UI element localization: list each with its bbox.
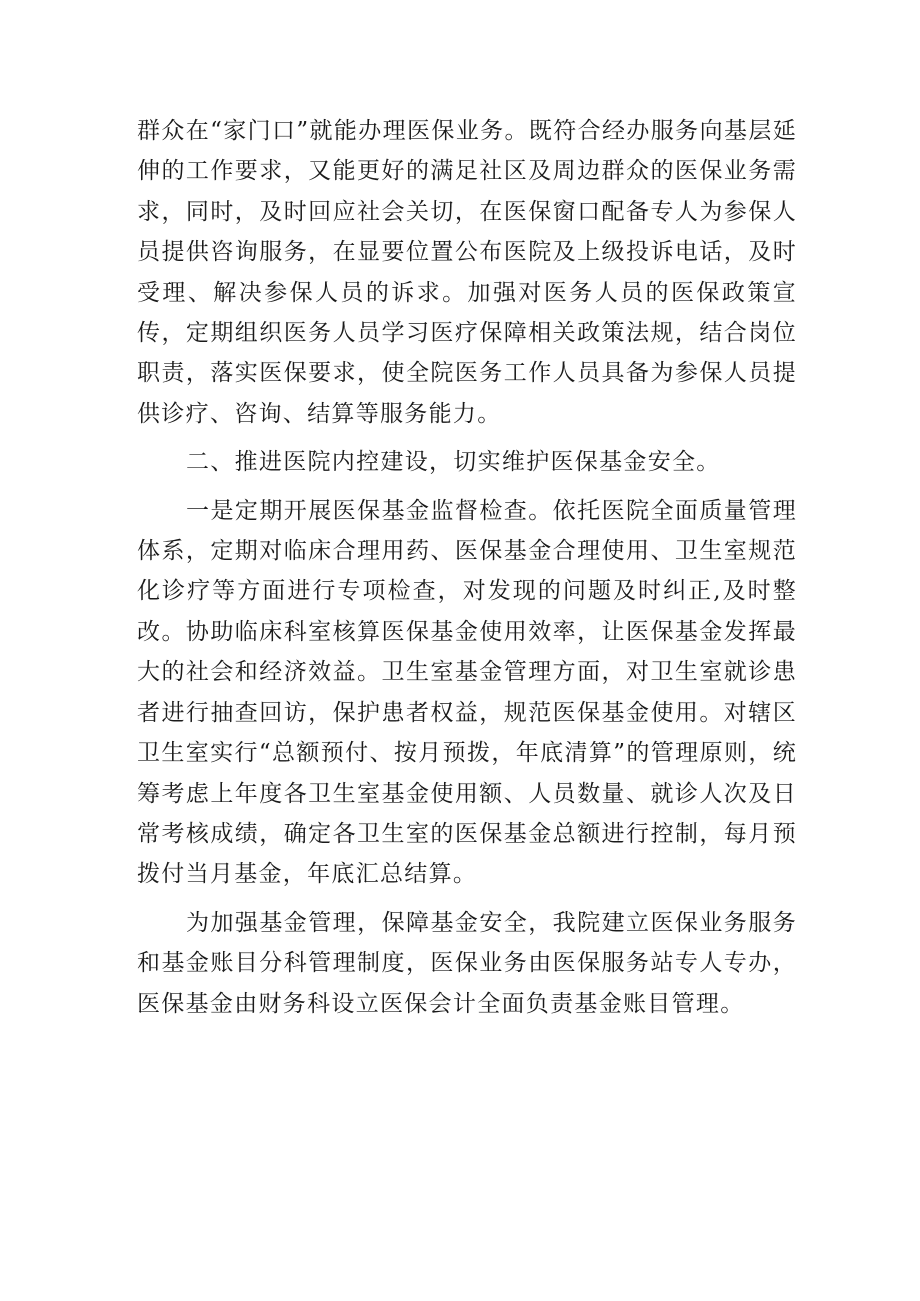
paragraph-fund-management: 为加强基金管理，保障基金安全，我院建立医保业务服务和基金账目分科管理制度，医保业务由医保服务站专人专办，医保基金由财务科设立医保会计全面负责基金账目管理。: [137, 909, 797, 1017]
paragraph-fund-inspection: 一是定期开展医保基金监督检查。依托医院全面质量管理体系，定期对临床合理用药、医保基金合理使用、卫生室规范化诊疗等方面进行专项检查，对发现的问题及时纠正,及时整改。协助临床科室核算医保基金使用效率，让医保基金发挥最大的社会和经济效益。卫生室基金管理方面，对卫生室就诊患者进行抽查回访，保护患者权益，规范医保基金使用。对辖区卫生室实行“总额预付、按月预拨，年底清算”的管理原则，统筹考虑上年度各卫生室基金使用额、人员数量、就诊人次及日常考核成绩，确定各卫生室的医保基金总额进行控制，每月预拨付当月基金，年底汇总结算。: [137, 497, 797, 888]
section-heading: 二、推进医院内控建设，切实维护医保基金安全。: [186, 449, 721, 476]
paragraph-continuation: 群众在“家门口”就能办理医保业务。既符合经办服务向基层延伸的工作要求，又能更好的满足社区及周边群众的医保业务需求，同时，及时回应社会关切，在医保窗口配备专人为参保人员提供咨询服务，在显要位置公布医院及上级投诉电话，及时受理、解决参保人员的诉求。加强对医务人员的医保政策宣传，定期组织医务人员学习医疗保障相关政策法规，结合岗位职责，落实医保要求，使全院医务工作人员具备为参保人员提供诊疗、咨询、结算等服务能力。: [137, 118, 797, 427]
document-body: [137, 111, 797, 1024]
